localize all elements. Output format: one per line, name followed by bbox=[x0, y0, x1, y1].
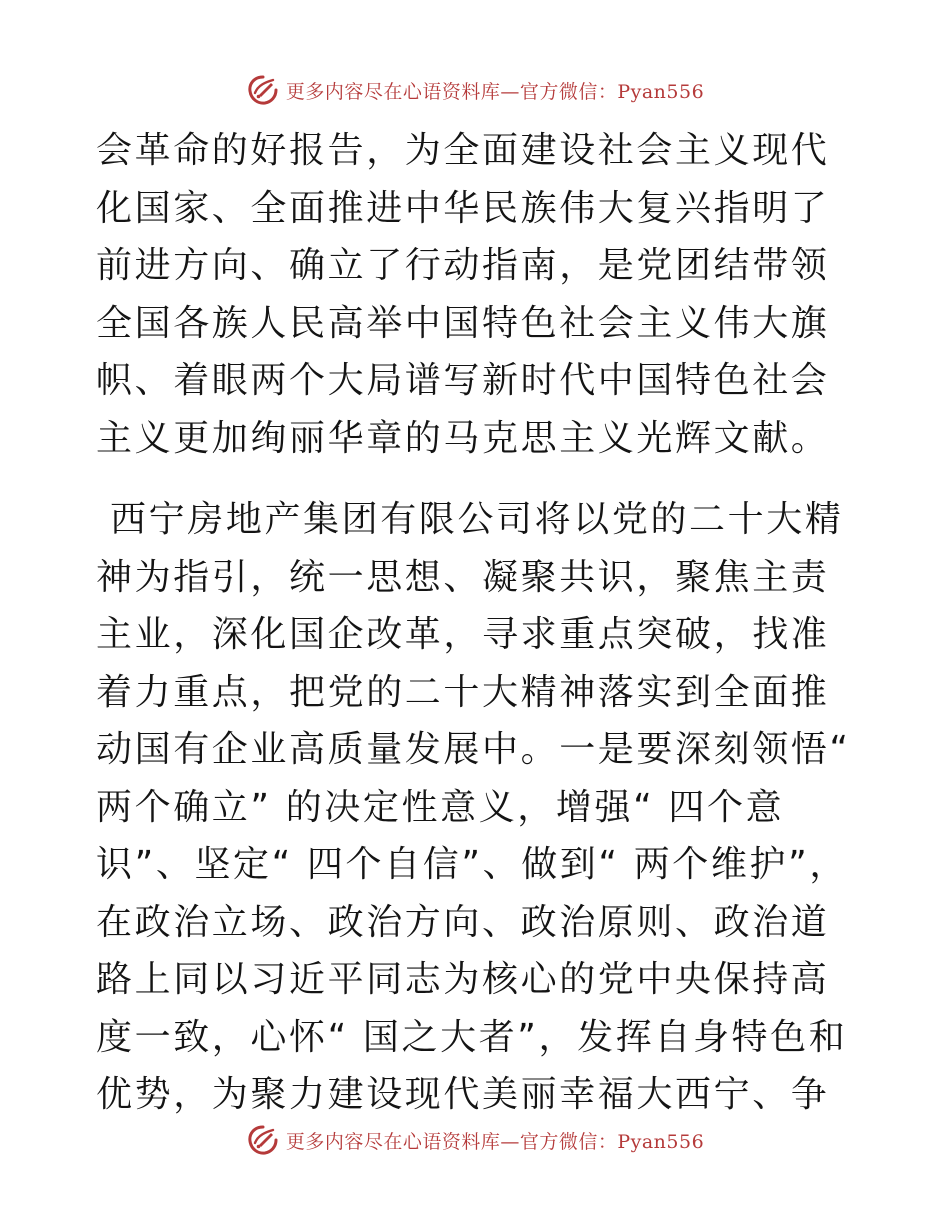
paragraph-2: 西宁房地产集团有限公司将以党的二十大精神为指引，统一思想、凝聚共识，聚焦主责主业，深化国企改革，寻求重点突破，找准着力重点，把党的二十大精神落实到全面推动国有企业高质量发展中。一是要深刻领悟“ 两个确立” 的决定性意义，增强“ 四个意识”、坚定“ 四个自信”、做到“ 两个维护”，在政治立场、政治方向、政治原则、政治道路上同以习近平同志为核心的党中央保持高度一致，心怀“ 国之大者”，发挥自身特色和优势，为聚力建设现代美丽幸福大西宁、争 bbox=[96, 499, 865, 1115]
pen-swirl-logo-icon bbox=[246, 73, 280, 107]
watermark-text: 更多内容尽在心语资料库—官方微信：Pyan556 bbox=[285, 80, 705, 103]
footer-watermark bbox=[0, 1120, 950, 1160]
watermark-text: 更多内容尽在心语资料库—官方微信：Pyan556 bbox=[285, 1130, 705, 1153]
header-watermark bbox=[0, 70, 950, 110]
paragraph-1: 会革命的好报告，为全面建设社会主义现代化国家、全面推进中华民族伟大复兴指明了前进方向、确立了行动指南，是党团结带领全国各族人民高举中国特色社会主义伟大旗帜、着眼两个大局谱写新时代中国特色社会主义更加绚丽华章的马克思主义光辉文献。 bbox=[96, 130, 830, 459]
document-body bbox=[96, 122, 865, 1124]
pen-swirl-logo-icon bbox=[246, 1123, 280, 1157]
